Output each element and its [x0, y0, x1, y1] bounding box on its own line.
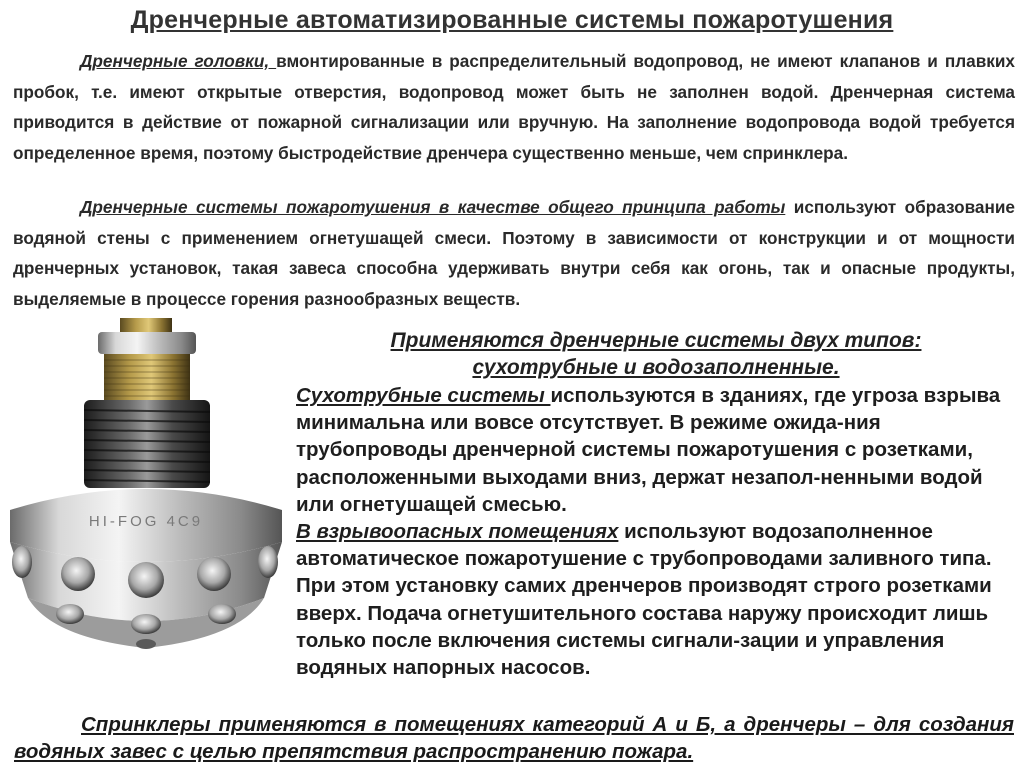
types-heading-line1: Применяются дренчерные системы двух типов:: [390, 329, 922, 352]
footer-note: [14, 711, 1014, 765]
engraving-text: HI-FOG 4C9: [88, 513, 204, 530]
explosive-paragraph: [296, 518, 1006, 681]
drencher-head-icon: [0, 318, 292, 700]
dry-paragraph: [296, 382, 1006, 518]
dry-lead: Сухотрубные системы: [296, 384, 551, 407]
types-heading: [296, 327, 1016, 381]
page-title: Дренчерные автоматизированные системы пожаротушения: [130, 6, 894, 34]
footer-text: Спринклеры применяются в помещениях категорий А и Б, а дренчеры – для создания водяных завес с целью препятствия распространению пожара.: [14, 713, 1014, 763]
principle-text: используют образование водяной стены с применением огнетушащей смеси. Поэтому в зависимости от конструкции и от мощности дренчерных установок, такая завеса способна удерживать внутри себя как огонь, так и опасные продукты, выделяемые в процессе горения разнообразных веществ.: [13, 197, 1015, 309]
drencher-head-photo: [0, 318, 292, 700]
principle-lead: Дренчерные системы пожаротушения в качестве общего принципа работы: [80, 197, 786, 217]
intro-text: вмонтированные в распределительный водопровод, не имеют клапанов и плавких пробок, т.е. имеют открытые отверстия, водопровод может быть не заполнен водой. Дренчерная система приводится в действие от пожарной сигнализации или вручную. На заполнение водопровода водой требуется определенное время, поэтому быстродействие дренчера существенно меньше, чем спринклера.: [13, 51, 1015, 163]
explosive-text: используют водозаполненное автоматическое пожаротушение с трубопроводами заливного типа. При этом установку самих дренчеров производят строго розетками вверх. Подача огнетушительного состава наружу происходит лишь только после включения системы сигнали-зации и управления водяных напорных насосов.: [296, 520, 992, 680]
explosive-lead: В взрывоопасных помещениях: [296, 520, 619, 544]
intro-lead: Дренчерные головки,: [80, 51, 277, 71]
dry-text: используются в зданиях, где угроза взрыва минимальна или вовсе отсутствует. В режиме ожида-ния трубопроводы дренчерной системы пожаротушения с розетками, расположенными выходами вниз, держат незапол-ненными водой или огнетушащей смесью.: [296, 384, 1001, 516]
types-heading-line2: сухотрубные и водозаполненные.: [472, 356, 840, 379]
types-description: [296, 382, 1006, 681]
intro-paragraph: [13, 46, 1015, 168]
principle-paragraph: [13, 192, 1015, 314]
